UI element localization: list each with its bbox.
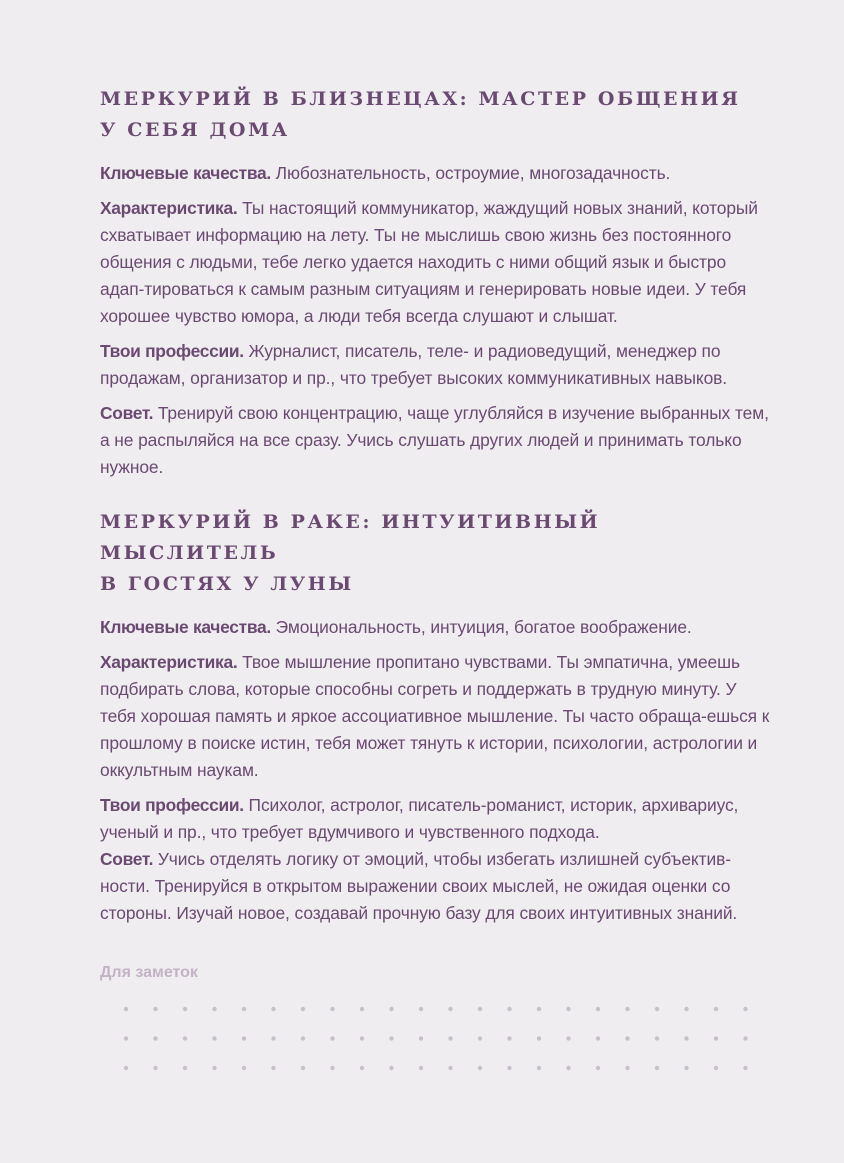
notes-dot xyxy=(183,1036,187,1040)
notes-dot xyxy=(448,1036,452,1040)
notes-dot xyxy=(714,1036,718,1040)
notes-dot xyxy=(419,1066,423,1070)
paragraph-text: Журналист, писатель, теле- и радиоведущий, менеджер по продажам, организатор и пр., что требует высоких коммуникативных навыков. xyxy=(100,341,728,388)
notes-dot xyxy=(743,1007,747,1011)
paragraph-professions xyxy=(100,338,770,392)
notes-dot xyxy=(596,1007,600,1011)
notes-dot xyxy=(743,1036,747,1040)
paragraph-professions xyxy=(100,792,770,846)
notes-dot xyxy=(448,1007,452,1011)
paragraph-key-qualities xyxy=(100,614,770,641)
notes-dot xyxy=(124,1036,128,1040)
notes-dot xyxy=(596,1066,600,1070)
notes-dot xyxy=(419,1007,423,1011)
notes-dot xyxy=(389,1007,393,1011)
notes-dot xyxy=(684,1066,688,1070)
notes-dot xyxy=(153,1007,157,1011)
section-mercury-gemini xyxy=(100,84,770,481)
notes-dot xyxy=(389,1066,393,1070)
paragraph-key-qualities xyxy=(100,160,770,187)
notes-dot xyxy=(183,1007,187,1011)
notes-dot xyxy=(212,1066,216,1070)
notes-dot xyxy=(566,1066,570,1070)
section-title xyxy=(100,84,770,146)
section-mercury-cancer xyxy=(100,507,770,927)
paragraph-text: Любознательность, остроумие, многозадачность. xyxy=(270,163,671,183)
notes-dot xyxy=(537,1036,541,1040)
paragraph-label: Характеристика. xyxy=(100,652,238,672)
paragraph-label: Твои профессии. xyxy=(100,795,244,815)
paragraph-label: Ключевые качества. xyxy=(100,617,271,637)
paragraph-label: Характеристика. xyxy=(100,198,238,218)
notes-dot xyxy=(596,1036,600,1040)
notes-dot xyxy=(242,1007,246,1011)
notes-dot xyxy=(183,1066,187,1070)
notes-dot xyxy=(448,1066,452,1070)
notes-dot xyxy=(714,1007,718,1011)
notes-dot xyxy=(301,1007,305,1011)
notes-dot xyxy=(625,1007,629,1011)
notes-dot xyxy=(301,1036,305,1040)
notes-dot xyxy=(743,1066,747,1070)
paragraph-text: Учись отделять логику от эмоций, чтобы избегать излишней субъектив-ности. Тренируйся в открытом выражении своих мыслей, не ожидая оценки со стороны. Изучай новое, создавай прочную базу для своих интуитивных знаний. xyxy=(100,849,738,923)
notes-dot xyxy=(212,1007,216,1011)
notes-dot xyxy=(271,1066,275,1070)
notes-dot xyxy=(271,1007,275,1011)
notes-dot xyxy=(242,1036,246,1040)
notes-dot xyxy=(507,1007,511,1011)
notes-dot xyxy=(684,1007,688,1011)
notes-dot-grid xyxy=(118,1001,768,1081)
section-title-line1: МЕРКУРИЙ В РАКЕ: ИНТУИТИВНЫЙ МЫСЛИТЕЛЬ xyxy=(100,511,601,564)
notes-dot xyxy=(360,1036,364,1040)
notes-dot xyxy=(271,1036,275,1040)
notes-dot xyxy=(625,1036,629,1040)
notes-dot xyxy=(419,1036,423,1040)
notes-dot xyxy=(684,1036,688,1040)
notes-dot xyxy=(478,1007,482,1011)
paragraph-characteristic xyxy=(100,195,770,330)
notes-dot xyxy=(330,1066,334,1070)
notes-label: Для заметок xyxy=(100,964,198,981)
paragraph-text: Тренируй свою концентрацию, чаще углубляйся в изучение выбранных тем, а не распыляйся на все сразу. Учись слушать других людей и принимать только нужное. xyxy=(100,403,769,477)
paragraph-label: Твои профессии. xyxy=(100,341,244,361)
paragraph-text: Ты настоящий коммуникатор, жаждущий новых знаний, который схватывает информацию на лету. Ты не мыслишь свою жизнь без постоянного общения с людьми, тебе легко удается находить с ними общий язык и быстро адап-тироваться к самым разным ситуациям и генерировать новые идеи. У тебя хорошее чувство юмора, а люди тебя всегда слушают и слышат. xyxy=(100,198,758,326)
notes-dot xyxy=(389,1036,393,1040)
notes-dot xyxy=(124,1066,128,1070)
notes-dot xyxy=(360,1007,364,1011)
notes-dot xyxy=(124,1007,128,1011)
notes-dot xyxy=(153,1066,157,1070)
page-content xyxy=(100,84,770,935)
notes-dot xyxy=(242,1066,246,1070)
notes-dot xyxy=(537,1066,541,1070)
notes-dot xyxy=(212,1036,216,1040)
notes-dot xyxy=(655,1036,659,1040)
notes-dot xyxy=(625,1066,629,1070)
paragraph-text: Эмоциональность, интуиция, богатое воображение. xyxy=(270,617,692,637)
section-title-line2: В ГОСТЯХ У ЛУНЫ xyxy=(100,573,354,595)
notes-dot xyxy=(507,1036,511,1040)
notes-dot xyxy=(478,1066,482,1070)
notes-dot xyxy=(655,1007,659,1011)
notes-dot xyxy=(330,1036,334,1040)
section-title-line2: У СЕБЯ ДОМА xyxy=(100,119,290,141)
paragraph-advice xyxy=(100,846,770,927)
section-title-line1: МЕРКУРИЙ В БЛИЗНЕЦАХ: МАСТЕР ОБЩЕНИЯ xyxy=(100,88,741,110)
paragraph-text: Твое мышление пропитано чувствами. Ты эмпатична, умеешь подбирать слова, которые способны согреть и поддержать в трудную минуту. У тебя хорошая память и яркое ассоциативное мышление. Ты часто обраща-ешься к прошлому в поиске истин, тебя может тянуть к истории, психологии, астрологии и оккультным наукам. xyxy=(100,652,770,780)
notes-dot xyxy=(714,1066,718,1070)
paragraph-characteristic xyxy=(100,649,770,784)
notes-dot xyxy=(153,1036,157,1040)
notes-dot xyxy=(655,1066,659,1070)
notes-dot xyxy=(478,1036,482,1040)
paragraph-advice xyxy=(100,400,770,481)
notes-dot xyxy=(301,1066,305,1070)
section-title xyxy=(100,507,770,600)
notes-dot xyxy=(360,1066,364,1070)
paragraph-label: Совет. xyxy=(100,403,154,423)
notes-dot xyxy=(537,1007,541,1011)
notes-dot xyxy=(566,1007,570,1011)
paragraph-label: Совет. xyxy=(100,849,154,869)
notes-dot xyxy=(507,1066,511,1070)
paragraph-label: Ключевые качества. xyxy=(100,163,271,183)
notes-dot xyxy=(330,1007,334,1011)
paragraph-text: Психолог, астролог, писатель-романист, историк, архивариус, ученый и пр., что требует вдумчивого и чувственного подхода. xyxy=(100,795,739,842)
notes-dot xyxy=(566,1036,570,1040)
